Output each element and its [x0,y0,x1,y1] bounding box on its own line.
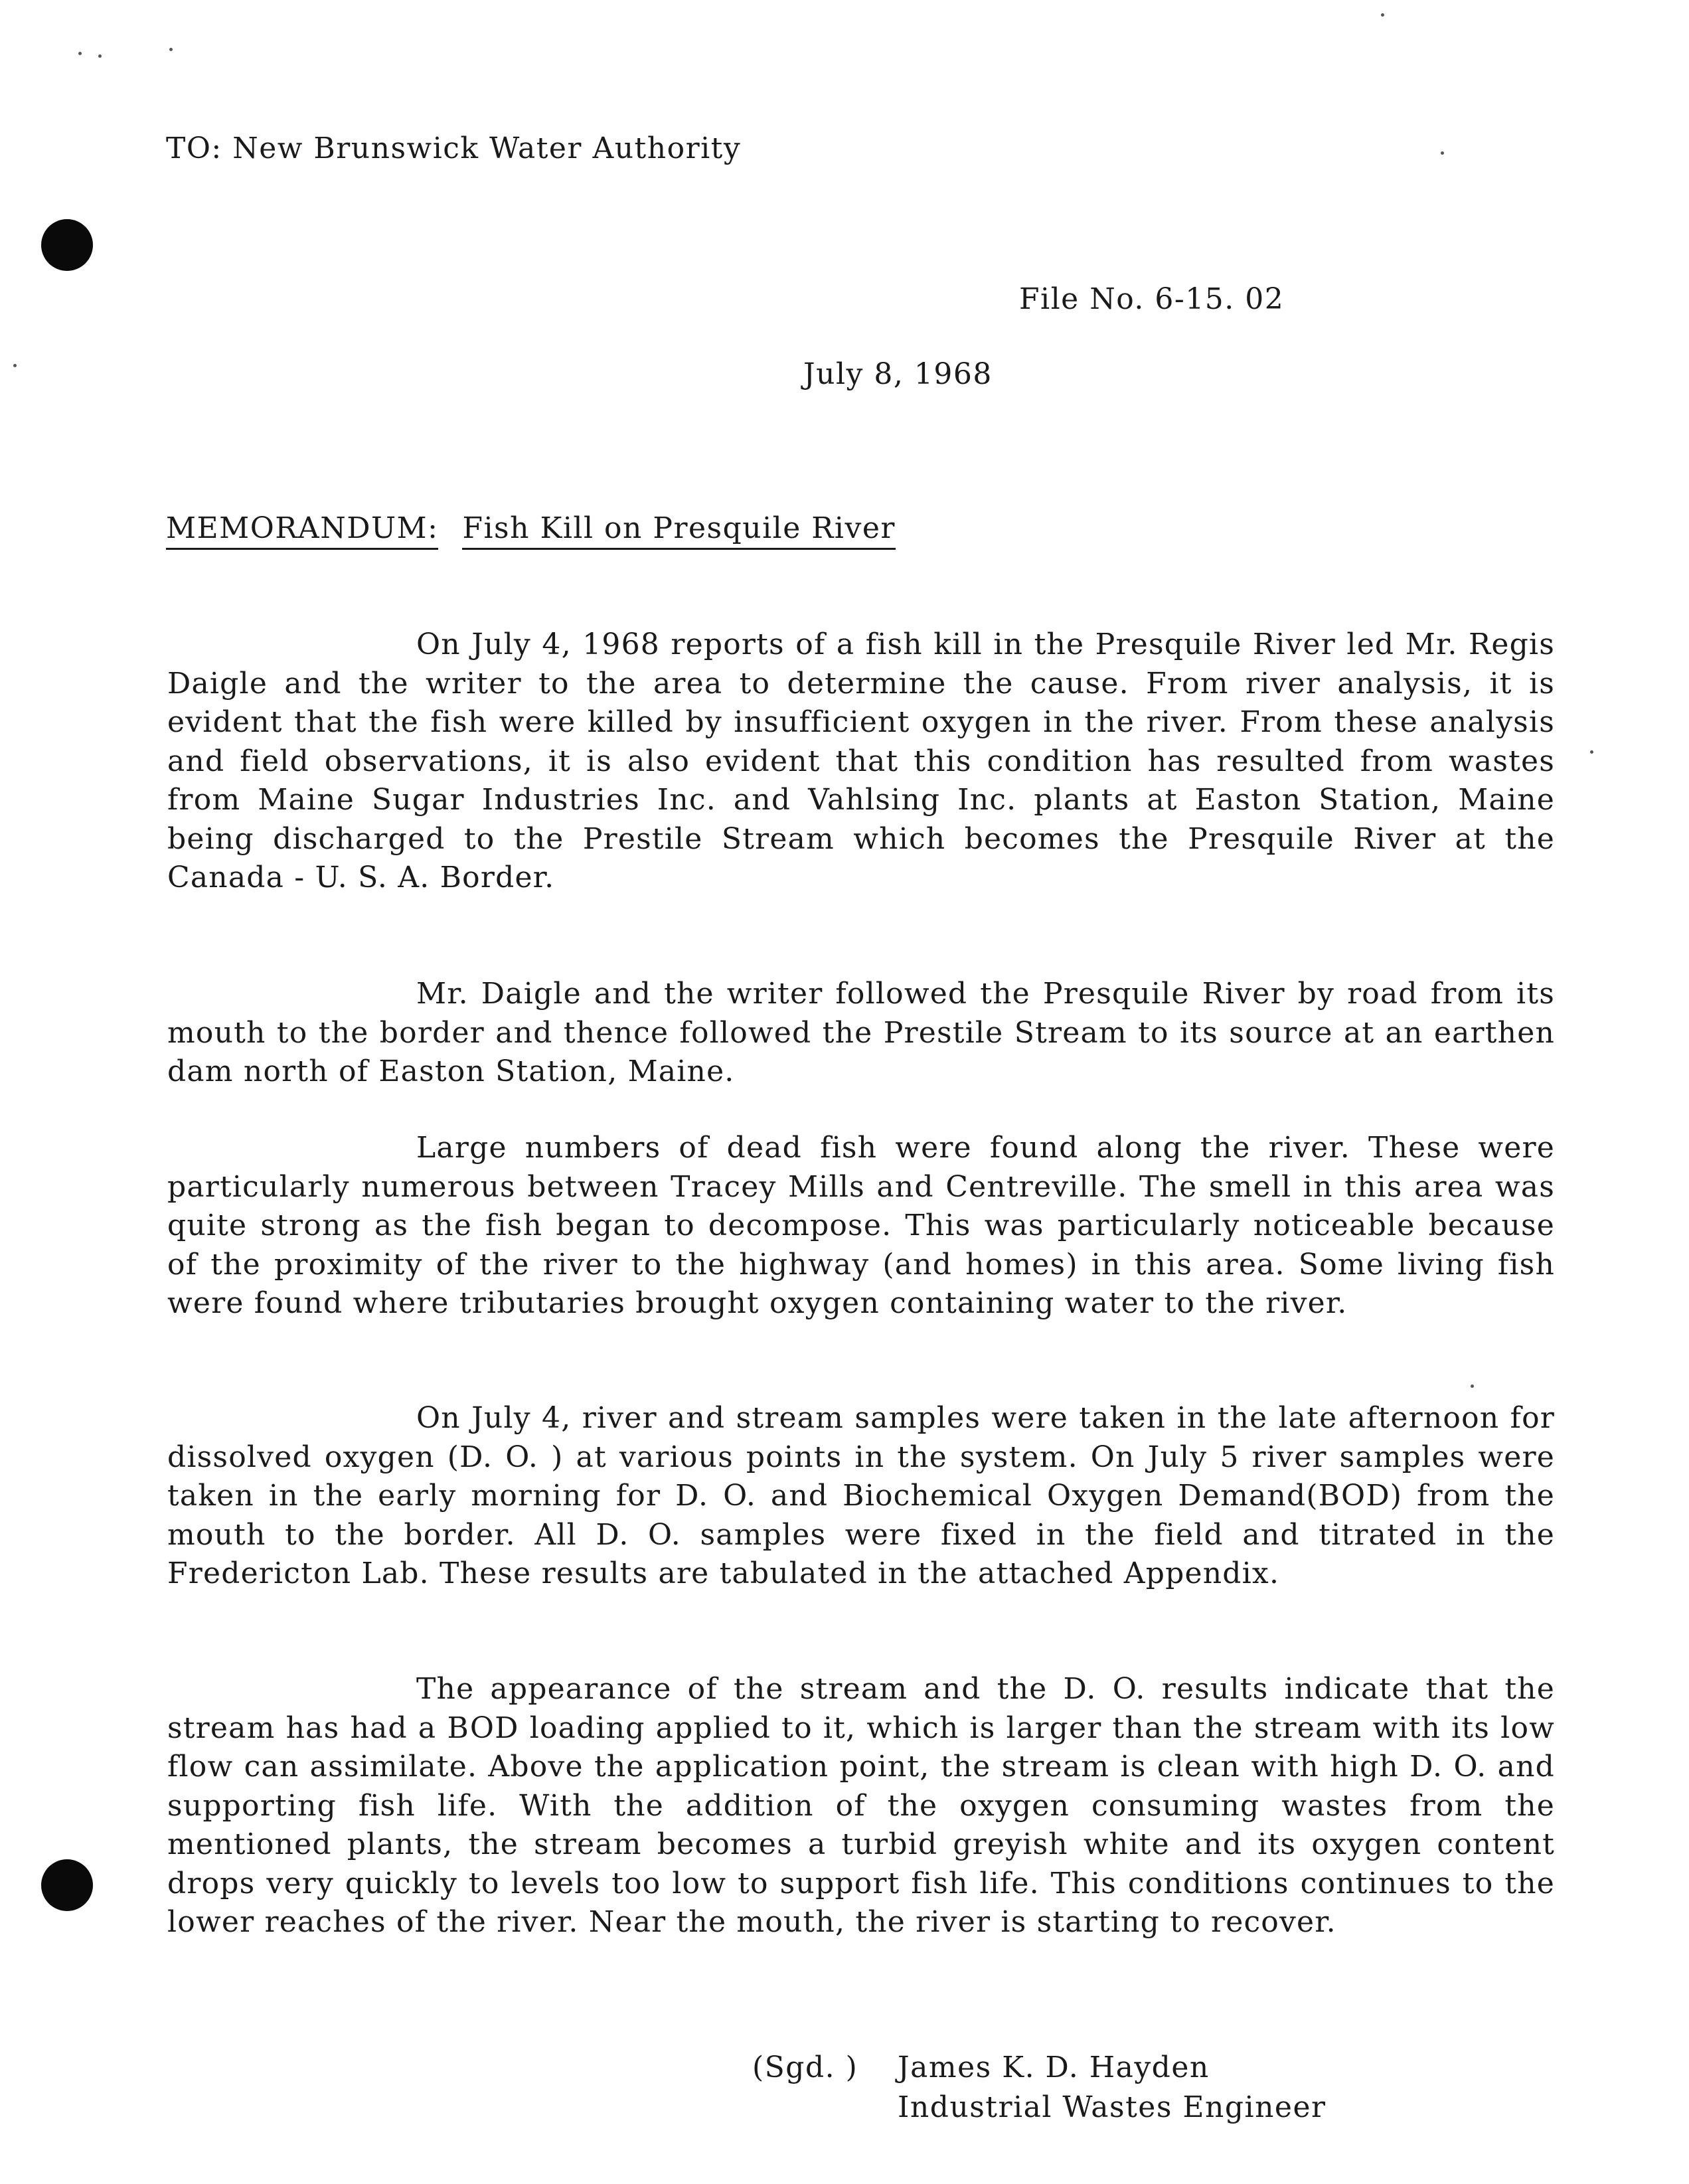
paragraph-5: The appearance of the stream and the D. O. results indicate that the stream has had a BOD loading applied to it, which is larger than the stream with its low flow can assimilate. Above the application point, the stream is clean with high D. O. and supporting fish life. With the addition of the oxygen consuming wastes from the mentioned plants, the stream becomes a turbid greyish white and its oxygen content drops very quickly to levels too low to support fish life. This conditions continues to the lower reaches of the river. Near the mouth, the river is starting to recover. [167,1672,1555,1939]
paragraph-1: On July 4, 1968 reports of a fish kill in the Presquile River led Mr. Regis Daigle and the writer to the area to determine the cause. From river analysis, it is evident that the fish were killed by insufficient oxygen in the river. From these analysis and field observations, it is also evident that this condition has resulted from wastes from Maine Sugar Industries Inc. and Vahlsing Inc. plants at Easton Station, Maine being discharged to the Prestile Stream which becomes the Presquile River at the Canada - U. S. A. Border. [167,628,1555,894]
punch-hole-bottom [41,1859,93,1911]
memo-title: Fish Kill on Presquile River [462,511,895,550]
scan-speck [1471,1385,1474,1388]
memo-label: MEMORANDUM: [166,511,438,550]
scan-speck [13,364,17,367]
paragraph-4: On July 4, river and stream samples were taken in the late afternoon for dissolved oxygen (D. O. ) at various points in the system. On July 5 river samples were taken in the early morning for D. O. and Biochemical Oxygen Demand(BOD) from the mouth to the border. All D. O. samples were fixed in the field and titrated in the Fredericton Lab. These results are tabulated in the attached Appendix. [167,1401,1555,1590]
scan-speck [98,54,102,58]
scan-speck [78,52,82,55]
scan-speck [1381,13,1384,17]
paragraph-2: Mr. Daigle and the writer followed the Presquile River by road from its mouth to the border and thence followed the Prestile Stream to its source at an earthen dam north of Easton Station, Maine. [167,977,1555,1088]
recipient-line: TO: New Brunswick Water Authority [166,131,742,165]
signed-label: (Sgd. ) [752,2051,858,2084]
paragraph-3: Large numbers of dead fish were found along the river. These were particularly numerous between Tracey Mills and Centreville. The smell in this area was quite strong as the fish began to decompose. This was particularly noticeable because of the proximity of the river to the highway (and homes) in this area. Some living fish were found where tributaries brought oxygen containing water to the river. [167,1131,1555,1320]
scan-speck [1441,151,1444,155]
signatory-name: James K. D. Hayden [898,2051,1210,2084]
scan-speck [1590,750,1593,754]
memo-date: July 8, 1968 [803,357,993,391]
scan-speck [169,48,173,51]
punch-hole-top [41,219,93,271]
memo-subject [166,511,896,545]
file-number: File No. 6-15. 02 [1019,282,1285,316]
signatory-title: Industrial Wastes Engineer [898,2090,1327,2124]
